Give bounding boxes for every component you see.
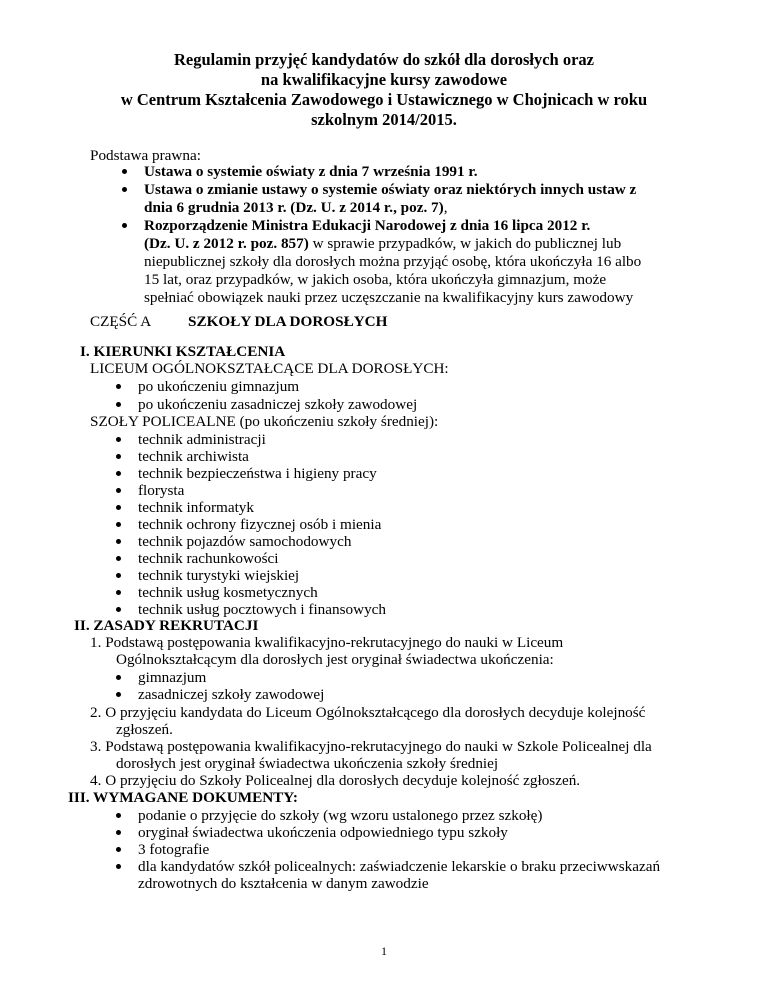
bullet xyxy=(116,607,121,612)
list-item: po ukończeniu gimnazjum xyxy=(138,378,300,395)
subsection-heading: LICEUM OGÓLNOKSZTAŁCĄCE DLA DOROSŁYCH: xyxy=(90,360,449,377)
legal-item: Rozporządzenie Ministra Edukacji Narodowej z dnia 16 lipca 2012 r. xyxy=(144,217,591,234)
list-item: florysta xyxy=(138,482,185,499)
numbered-item-cont: zgłoszeń. xyxy=(116,721,173,738)
title-line: szkolnym 2014/2015. xyxy=(311,110,457,129)
page-number: 1 xyxy=(381,944,387,958)
legal-text: w sprawie przypadków, w jakich do publicznej lub xyxy=(308,235,622,252)
numbered-item: 2. O przyjęciu kandydata do Liceum Ogólnokształcącego dla dorosłych decyduje kolejność xyxy=(90,704,646,721)
bullet xyxy=(116,830,121,835)
list-item: technik ochrony fizycznej osób i mienia xyxy=(138,516,382,533)
list-item: 3 fotografie xyxy=(138,841,210,858)
bullet xyxy=(116,471,121,476)
legal-ref: dnia 6 grudnia 2013 r. (Dz. U. z 2014 r., poz. 7) xyxy=(144,199,444,216)
list-item: technik archiwista xyxy=(138,448,249,465)
list-item: technik turystyki wiejskiej xyxy=(138,567,300,584)
document-title xyxy=(60,50,708,130)
list-item: technik informatyk xyxy=(138,499,254,516)
bullet xyxy=(116,437,121,442)
part-name: SZKOŁY DLA DOROSŁYCH xyxy=(188,313,388,330)
numbered-item: 1. Podstawą postępowania kwalifikacyjno-rekrutacyjnego do nauki w Liceum xyxy=(90,634,564,651)
legal-item-cont: spełniać obowiązek nauki przez uczęszczanie na kwalifikacyjny kurs zawodowy xyxy=(144,289,634,306)
list-item: technik pojazdów samochodowych xyxy=(138,533,352,550)
legal-item-cont: niepublicznej szkoły dla dorosłych można przyjąć osobę, która ukończyła 16 albo xyxy=(144,253,642,270)
list-item: technik administracji xyxy=(138,431,266,448)
list-item: dla kandydatów szkół policealnych: zaświadczenie lekarskie o braku przeciwwskazań xyxy=(138,858,661,875)
legal-item-cont xyxy=(144,235,621,253)
bullet xyxy=(122,169,127,174)
numbered-item-cont: Ogólnokształcącym dla dorosłych jest oryginał świadectwa ukończenia: xyxy=(116,651,554,668)
section-heading: I. KIERUNKI KSZTAŁCENIA xyxy=(80,343,286,360)
list-item: technik usług pocztowych i finansowych xyxy=(138,601,387,618)
numbered-item: 4. O przyjęciu do Szkoły Policealnej dla dorosłych decyduje kolejność zgłoszeń. xyxy=(90,772,581,789)
bullet xyxy=(116,522,121,527)
section-heading: III. WYMAGANE DOKUMENTY: xyxy=(68,789,298,806)
numbered-item-cont: dorosłych jest oryginał świadectwa ukończenia szkoły średniej xyxy=(116,755,499,772)
list-item: gimnazjum xyxy=(138,669,207,686)
title-line: na kwalifikacyjne kursy zawodowe xyxy=(260,70,508,89)
list-item: podanie o przyjęcie do szkoły (wg wzoru ustalonego przez szkołę) xyxy=(138,807,543,824)
legal-item-cont: 15 lat, oraz przypadków, w jakich osoba, która ukończyła gimnazjum, może xyxy=(144,271,607,288)
bullet xyxy=(116,454,121,459)
list-item: technik bezpieczeństwa i higieny pracy xyxy=(138,465,377,482)
bullet xyxy=(116,539,121,544)
title-line: Regulamin przyjęć kandydatów do szkół dla dorosłych oraz xyxy=(173,50,594,69)
legal-item-cont xyxy=(144,199,447,217)
list-item: zasadniczej szkoły zawodowej xyxy=(138,686,325,703)
legal-item: Ustawa o zmianie ustawy o systemie oświaty oraz niektórych innych ustaw z xyxy=(144,181,637,198)
legal-basis-heading: Podstawa prawna: xyxy=(90,147,201,164)
legal-item: Ustawa o systemie oświaty z dnia 7 września 1991 r. xyxy=(144,163,478,180)
list-item: oryginał świadectwa ukończenia odpowiedniego typu szkoły xyxy=(138,824,508,841)
list-item: po ukończeniu zasadniczej szkoły zawodowej xyxy=(138,396,418,413)
bullet xyxy=(116,590,121,595)
bullet xyxy=(116,675,121,680)
part-label: CZĘŚĆ A xyxy=(90,313,152,330)
bullet xyxy=(116,488,121,493)
list-item: technik usług kosmetycznych xyxy=(138,584,318,601)
list-item-cont: zdrowotnych do kształcenia w danym zawodzie xyxy=(138,875,429,892)
subsection-heading: SZOŁY POLICEALNE (po ukończeniu szkoły średniej): xyxy=(90,413,439,430)
bullet xyxy=(116,864,121,869)
bullet xyxy=(116,402,121,407)
legal-text: , xyxy=(443,199,448,216)
legal-ref: (Dz. U. z 2012 r. poz. 857) xyxy=(144,235,309,252)
section-heading: II. ZASADY REKRUTACJI xyxy=(74,617,259,634)
bullet xyxy=(122,223,127,228)
bullet xyxy=(122,187,127,192)
bullet xyxy=(116,384,121,389)
bullet xyxy=(116,813,121,818)
bullet xyxy=(116,692,121,697)
bullet xyxy=(116,847,121,852)
bullet xyxy=(116,505,121,510)
numbered-item: 3. Podstawą postępowania kwalifikacyjno-rekrutacyjnego do nauki w Szkole Policealnej dla xyxy=(90,738,652,755)
bullet xyxy=(116,556,121,561)
list-item: technik rachunkowości xyxy=(138,550,279,567)
title-line: w Centrum Kształcenia Zawodowego i Ustawicznego w Chojnicach w roku xyxy=(120,90,648,109)
bullet xyxy=(116,573,121,578)
